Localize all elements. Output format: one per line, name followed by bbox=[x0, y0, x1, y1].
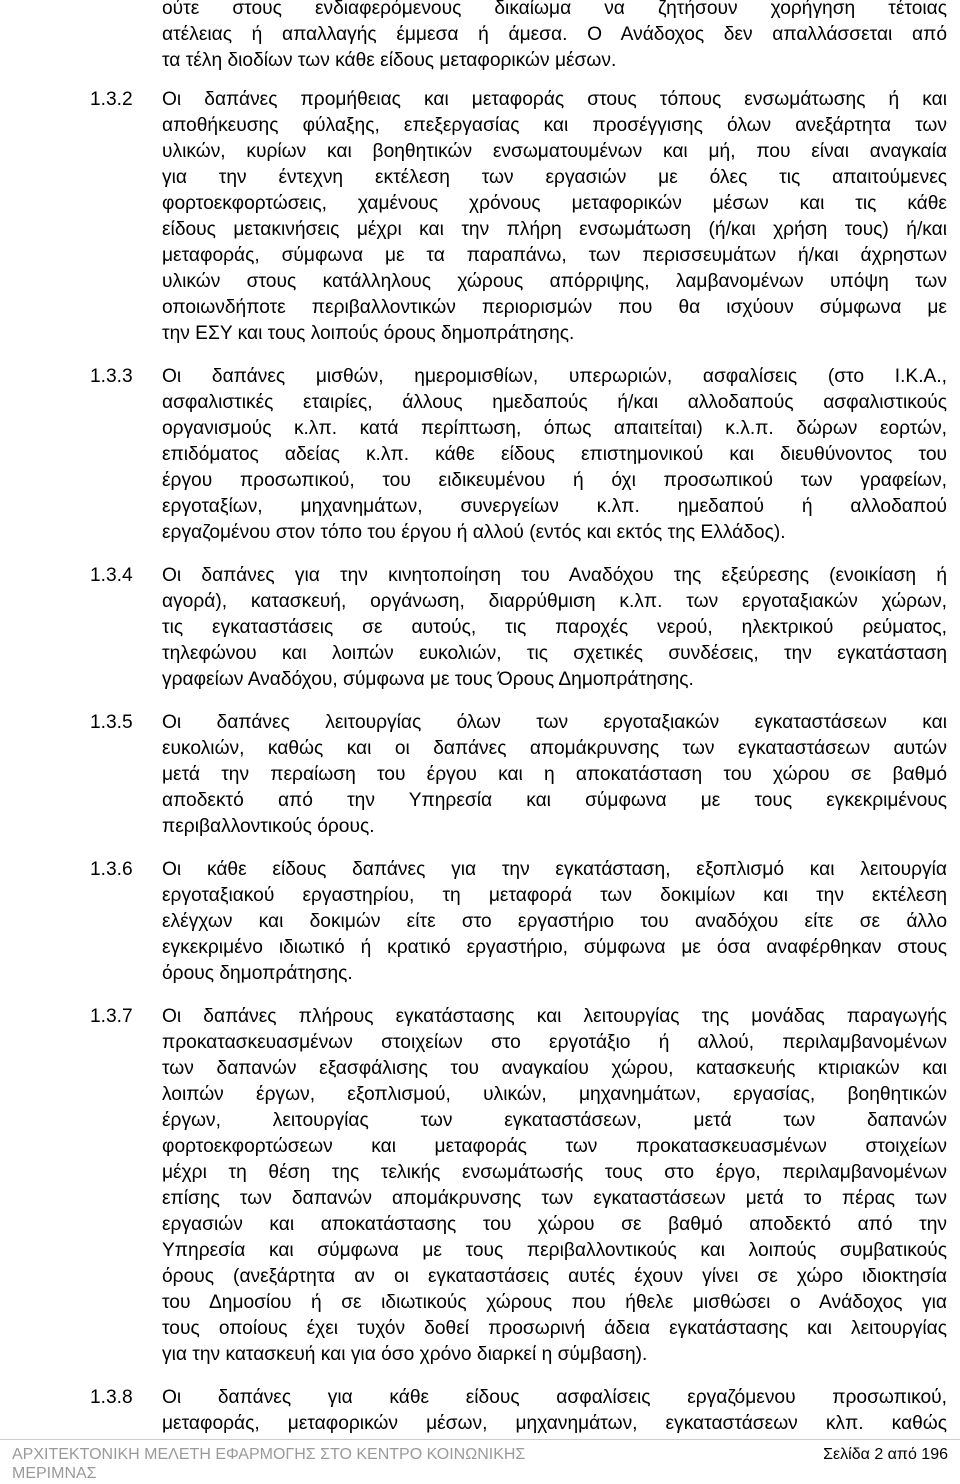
section-text-line: όρους (ανεξάρτητα αν οι εγκαταστάσεις αυτές έχουν γίνει σε χώρο ιδιοκτησία bbox=[162, 1266, 947, 1287]
section-text-line: εργασιών και αποκατάστασης του χώρου σε βαθμό αποδεκτό από την bbox=[162, 1214, 947, 1235]
section-text-line: Οι δαπάνες προμήθειας και μεταφοράς στους τόπους ενσωμάτωσης ή και bbox=[162, 89, 947, 110]
footer-page-number: Σελίδα 2 από 196 bbox=[823, 1446, 948, 1463]
section-text-line: έργου προσωπικού, του ειδικευμένου ή όχι προσωπικού των γραφείων, bbox=[162, 470, 947, 491]
intro-text-line: τα τέλη διοδίων των κάθε είδους μεταφορικών μέσων. bbox=[162, 50, 617, 71]
section-number: 1.3.7 bbox=[90, 1006, 133, 1027]
section-text-line: ελέγχων και δοκιμών είτε στο εργαστήριο του αναδόχου είτε σε άλλο bbox=[162, 911, 947, 932]
page-footer bbox=[0, 1439, 960, 1484]
section-text-line: Οι δαπάνες για την κινητοποίηση του Αναδόχου της εξεύρεσης (ενοικίαση ή bbox=[162, 565, 947, 586]
section-text-line: επίσης των δαπανών απομάκρυνσης των εγκαταστάσεων μετά το πέρας των bbox=[162, 1188, 947, 1209]
section-text-line: Οι δαπάνες πλήρους εγκατάστασης και λειτουργίας της μονάδας παραγωγής bbox=[162, 1006, 947, 1027]
section-text-line: του Δημοσίου ή σε ιδιωτικούς χώρους που ήθελε μισθώσει ο Ανάδοχος για bbox=[162, 1292, 947, 1313]
section-text-line: αγορά), κατασκευή, οργάνωση, διαρρύθμιση κ.λπ. των εργοταξιακών χώρων, bbox=[162, 591, 947, 612]
section-text-line: Οι κάθε είδους δαπάνες για την εγκατάσταση, εξοπλισμό και λειτουργία bbox=[162, 859, 947, 880]
section-text-line: εργοταξιακού εργαστηρίου, τη μεταφορά των δοκιμίων και την εκτέλεση bbox=[162, 885, 947, 906]
section-text-line: λοιπών έργων, εξοπλισμού, υλικών, μηχανημάτων, εργασίας, βοηθητικών bbox=[162, 1084, 947, 1105]
intro-text-line: ούτε στους ενδιαφερόμενους δικαίωμα να ζητήσουν χορήγηση τέτοιας bbox=[162, 0, 947, 19]
section-text-line: μετά την περαίωση του έργου και η αποκατάσταση του χώρου σε βαθμό bbox=[162, 764, 947, 785]
section-number: 1.3.4 bbox=[90, 565, 133, 586]
section-text-line: μέχρι τη θέση της τελικής ενσωμάτωσής τους στο έργο, περιλαμβανομένων bbox=[162, 1162, 947, 1183]
section-number: 1.3.5 bbox=[90, 712, 133, 733]
section-text-line: είδους μετακινήσεις μέχρι και την πλήρη ενσωμάτωση (ή/και χρήση τους) ή/και bbox=[162, 219, 947, 240]
section-text-line: ασφαλιστικές εταιρίες, άλλους ημεδαπούς ή/και αλλοδαπούς ασφαλιστικούς bbox=[162, 392, 947, 413]
section-text-line: των δαπανών εξασφάλισης του αναγκαίου χώρου, κατασκευής κτιριακών και bbox=[162, 1058, 947, 1079]
section-text-line: ευκολιών, καθώς και οι δαπάνες απομάκρυνσης των εγκαταστάσεων αυτών bbox=[162, 738, 947, 759]
section-number: 1.3.8 bbox=[90, 1387, 133, 1408]
section-text-line: οποιωνδήποτε περιβαλλοντικών περιορισμών που θα ισχύουν σύμφωνα με bbox=[162, 297, 947, 318]
section-text-line: οργανισμούς κ.λπ. κατά περίπτωση, όπως απαιτείται) κ.λ.π. δώρων εορτών, bbox=[162, 418, 947, 439]
section-number: 1.3.3 bbox=[90, 366, 133, 387]
section-text-line: φορτοεκφορτώσεις, χαμένους χρόνους μεταφορικών μέσων και τις κάθε bbox=[162, 193, 947, 214]
section-text-line: φορτοεκφορτώσεων και μεταφοράς των προκατασκευασμένων στοιχείων bbox=[162, 1136, 947, 1157]
footer-divider bbox=[0, 1439, 960, 1440]
section-text-line: για την έντεχνη εκτέλεση των εργασιών με όλες τις απαιτούμενες bbox=[162, 167, 947, 188]
section-text-line: γραφείων Αναδόχου, σύμφωνα με τους Όρους Δημοπράτησης. bbox=[162, 669, 694, 690]
section-text-line: Υπηρεσία και σύμφωνα με τους περιβαλλοντικούς και λοιπούς συμβατικούς bbox=[162, 1240, 947, 1261]
section-text-line: για την κατασκευή και για όσο χρόνο διαρκεί η σύμβαση). bbox=[162, 1344, 648, 1365]
section-text-line: επιδόματος αδείας κ.λπ. κάθε είδους επιστημονικού και διευθύνοντος του bbox=[162, 444, 947, 465]
section-text-line: μεταφοράς, μεταφορικών μέσων, μηχανημάτων, εγκαταστάσεων κλπ. καθώς bbox=[162, 1413, 947, 1434]
section-text-line: αποθήκευσης φύλαξης, επεξεργασίας και προσέγγισης όλων ανεξάρτητα των bbox=[162, 115, 947, 136]
section-number: 1.3.2 bbox=[90, 89, 133, 110]
section-text-line: περιβαλλοντικούς όρους. bbox=[162, 816, 375, 837]
intro-text-line: ατέλειας ή απαλλαγής έμμεσα ή άμεσα. Ο Ανάδοχος δεν απαλλάσσεται από bbox=[162, 24, 947, 45]
section-text-line: όρους δημοπράτησης. bbox=[162, 963, 353, 984]
section-text-line: έργων, λειτουργίας των εγκαταστάσεων, μετά των δαπανών bbox=[162, 1110, 947, 1131]
section-text-line: υλικών, κυρίων και βοηθητικών ενσωματουμένων και μή, που είναι αναγκαία bbox=[162, 141, 947, 162]
footer-document-title: ΑΡΧΙΤΕΚΤΟΝΙΚΗ ΜΕΛΕΤΗ ΕΦΑΡΜΟΓΗΣ ΣΤΟ ΚΕΝΤΡΟ ΚΟΙΝΩΝΙΚΗΣ ΜΕΡΙΜΝΑΣ bbox=[12, 1446, 526, 1482]
section-text-line: προκατασκευασμένων στοιχείων στο εργοτάξιο ή αλλού, περιλαμβανομένων bbox=[162, 1032, 947, 1053]
section-text-line: εργαζομένου στον τόπο του έργου ή αλλού (εντός και εκτός της Ελλάδος). bbox=[162, 522, 786, 543]
section-text-line: Οι δαπάνες μισθών, ημερομισθίων, υπερωριών, ασφαλίσεις (στο Ι.Κ.Α., bbox=[162, 366, 947, 387]
section-text-line: μεταφοράς, σύμφωνα με τα παραπάνω, των περισσευμάτων ή/και άχρηστων bbox=[162, 245, 947, 266]
section-text-line: εγκεκριμένο ιδιωτικό ή κρατικό εργαστήριο, σύμφωνα με όσα αναφέρθηκαν στους bbox=[162, 937, 947, 958]
section-text-line: τους οποίους έχει τυχόν δοθεί προσωρινή άδεια εγκατάστασης και λειτουργίας bbox=[162, 1318, 947, 1339]
section-text-line: εργοταξίων, μηχανημάτων, συνεργείων κ.λπ. ημεδαπού ή αλλοδαπού bbox=[162, 496, 947, 517]
section-text-line: τις εγκαταστάσεις σε αυτούς, τις παροχές νερού, ηλεκτρικού ρεύματος, bbox=[162, 617, 947, 638]
section-text-line: τηλεφώνου και λοιπών ευκολιών, τις σχετικές συνδέσεις, την εγκατάσταση bbox=[162, 643, 947, 664]
section-text-line: Οι δαπάνες λειτουργίας όλων των εργοταξιακών εγκαταστάσεων και bbox=[162, 712, 947, 733]
section-text-line: την ΕΣΥ και τους λοιπούς όρους δημοπράτησης. bbox=[162, 323, 575, 344]
section-number: 1.3.6 bbox=[90, 859, 133, 880]
section-text-line: υλικών στους κατάλληλους χώρους απόρριψης, λαμβανομένων υπόψη των bbox=[162, 271, 947, 292]
section-text-line: αποδεκτό από την Υπηρεσία και σύμφωνα με τους εγκεκριμένους bbox=[162, 790, 947, 811]
section-text-line: Οι δαπάνες για κάθε είδους ασφαλίσεις εργαζόμενου προσωπικού, bbox=[162, 1387, 947, 1408]
